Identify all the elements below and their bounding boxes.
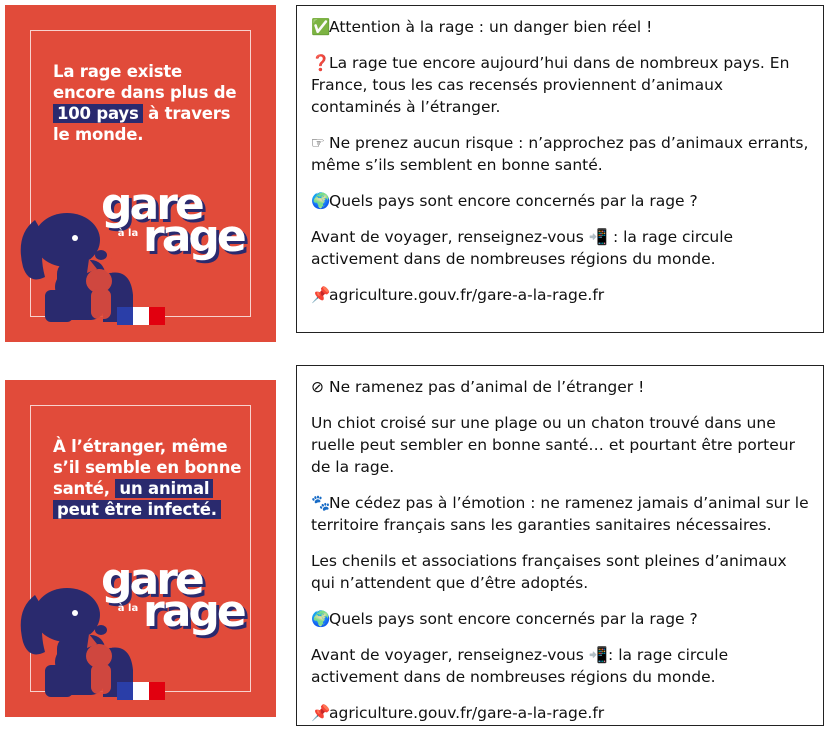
paragraph-puppy-kitten: Un chiot croisé sur une plage ou un chaton trouvé dans une ruelle peut sembler en bonne santé… et pourtant être porteur de la rage. <box>311 414 795 476</box>
link-gare-a-la-rage[interactable]: agriculture.gouv.fr/gare-a-la-rage.fr <box>329 704 605 722</box>
logo-rage: rage <box>143 586 244 637</box>
logo-gare: gare <box>101 554 202 605</box>
phone-arrow-icon: 📲 <box>588 646 609 664</box>
pointing-hand-icon: ☞ <box>311 134 325 152</box>
globe-icon: 🌍 <box>311 610 331 628</box>
logo-a-la: à la <box>117 228 139 239</box>
paw-prints-icon: 🐾 <box>311 494 331 512</box>
paragraph-title: ⊘ Ne ramenez pas d’animal de l’étranger ! <box>311 378 645 396</box>
info-box-rabies-danger <box>296 5 824 333</box>
paragraph-emotion: 🐾Ne cédez pas à l’émotion : ne ramenez jamais d’animal sur le territoire français sans les garanties sanitaires nécessaires. <box>311 494 809 534</box>
globe-icon: 🌍 <box>311 192 331 210</box>
paragraph-title: ✅Attention à la rage : un danger bien réel ! <box>311 18 653 36</box>
poster-headline: À l’étranger, même s’il semble en bonne santé, un animal peut être infecté. <box>53 437 242 519</box>
logo-rage: rage <box>143 211 244 262</box>
paragraph-intro: ❓La rage tue encore aujourd’hui dans de nombreux pays. En France, tous les cas recensés proviennent d’animaux contaminés à l’étranger. <box>311 54 790 116</box>
prohibited-icon: ⊘ <box>311 378 324 396</box>
pushpin-icon: 📌 <box>311 704 331 722</box>
poster-animal-infected <box>5 380 276 717</box>
marianne-logo <box>117 682 165 700</box>
question-icon: ❓ <box>311 54 331 72</box>
paragraph-countries-question: 🌍Quels pays sont encore concernés par la rage ? <box>311 192 698 210</box>
marianne-logo <box>117 307 165 325</box>
paragraph-shelters: Les chenils et associations françaises sont pleines d’animaux qui n’attendent que d’être adoptés. <box>311 552 787 592</box>
paragraph-link <box>311 284 809 306</box>
paragraph-travel-advice: Avant de voyager, renseignez-vous 📲: la rage circule activement dans de nombreuses régions du monde. <box>311 646 729 686</box>
dog-cat-illustration <box>5 380 276 717</box>
pushpin-icon: 📌 <box>311 286 331 304</box>
paragraph-link <box>311 702 809 724</box>
paragraph-travel-advice: Avant de voyager, renseignez-vous 📲 : la rage circule activement dans de nombreuses régions du monde. <box>311 228 734 268</box>
logo-gare: gare <box>101 179 202 230</box>
poster-rabies-countries <box>5 5 276 342</box>
headline-highlight: 100 pays <box>53 104 143 123</box>
dog-cat-illustration <box>5 5 276 342</box>
headline-highlight: un animal peut être infecté. <box>53 479 221 519</box>
phone-arrow-icon: 📲 <box>588 228 609 246</box>
check-icon: ✅ <box>311 18 331 36</box>
link-gare-a-la-rage[interactable]: agriculture.gouv.fr/gare-a-la-rage.fr <box>329 286 605 304</box>
paragraph-risk: ☞ Ne prenez aucun risque : n’approchez pas d’animaux errants, même s’ils semblent en bonne santé. <box>311 134 809 174</box>
logo-a-la: à la <box>117 603 139 614</box>
info-box-dont-bring-animals <box>296 365 824 726</box>
paragraph-countries-question: 🌍Quels pays sont encore concernés par la rage ? <box>311 610 698 628</box>
poster-headline: La rage existe encore dans plus de 100 pays à travers le monde. <box>53 62 237 144</box>
